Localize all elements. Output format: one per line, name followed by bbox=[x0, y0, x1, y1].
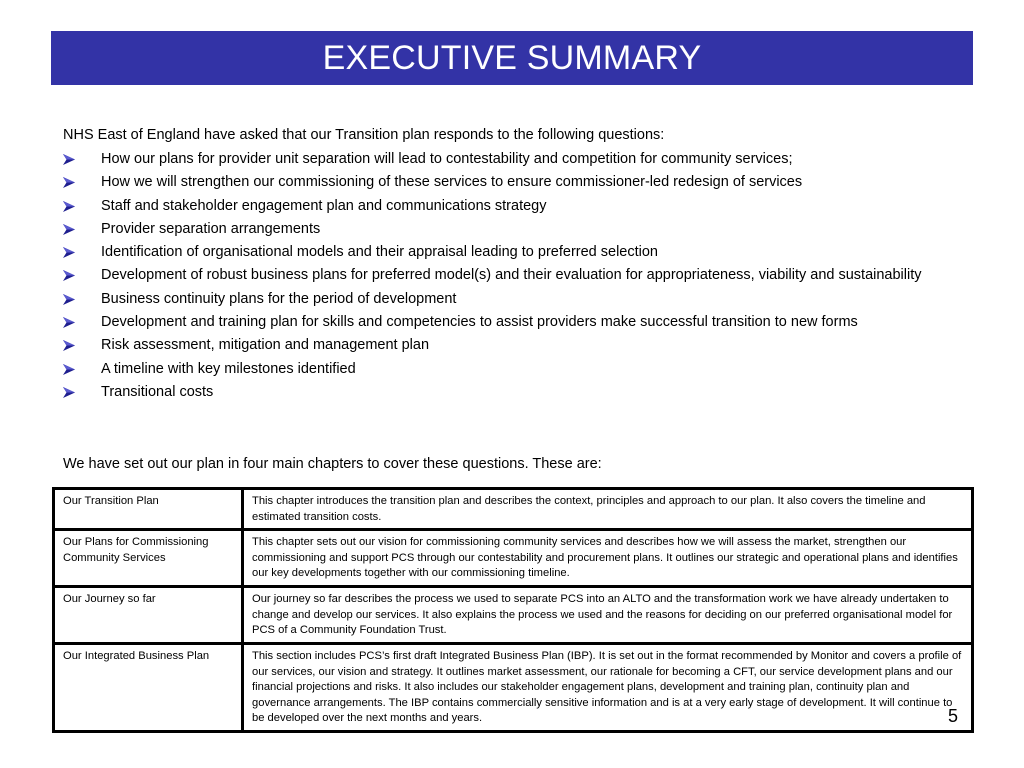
list-item bbox=[63, 358, 969, 381]
list-item-text: Development and training plan for skills and competencies to assist providers make successful transition to new forms bbox=[101, 314, 858, 331]
list-item bbox=[63, 311, 969, 334]
chapter-name: Our Plans for Commissioning Community Services bbox=[54, 530, 243, 587]
list-item-text: Provider separation arrangements bbox=[101, 220, 321, 237]
chapter-description: This section includes PCS’s first draft Integrated Business Plan (IBP). It is set out in the format recommended by Monitor and covers a profile of our services, our vision and strategy. It outlines market assessment, our rationale for becoming a CFT, our service development plans and our financial projections and risks. It also includes our stakeholder engagement plans, development and training plan, continuity plan and governance arrangements. The IBP contains commercially sensitive information and is at a very early stage of development. It will continue to be developed over the next months and years. bbox=[243, 644, 973, 732]
chapter-description: Our journey so far describes the process we used to separate PCS into an ALTO and the transformation work we have already undertaken to change and develop our services. It also explains the process we used and the reasons for deciding on our preferred organisational model for PCS of a Community Foundation Trust. bbox=[243, 587, 973, 644]
arrow-bullet-icon bbox=[63, 264, 101, 287]
arrow-bullet-icon bbox=[63, 334, 101, 357]
chapter-description: This chapter sets out our vision for commissioning community services and describes how we will assess the market, strengthen our commissioning and support PCS through our contestability and procurement plans. It outlines our strategic and operational plans and identifies our key developments together with our commissioning timeline. bbox=[243, 530, 973, 587]
list-item-text: Identification of organisational models and their appraisal leading to preferred selection bbox=[101, 244, 658, 261]
list-item bbox=[63, 148, 969, 171]
title-banner bbox=[51, 31, 973, 85]
slide-title: EXECUTIVE SUMMARY bbox=[322, 38, 702, 77]
table-row bbox=[54, 644, 973, 732]
list-item-text: Staff and stakeholder engagement plan and communications strategy bbox=[101, 197, 547, 214]
list-item-text: Business continuity plans for the period of development bbox=[101, 290, 457, 307]
page-number: 5 bbox=[948, 706, 959, 726]
list-item bbox=[63, 218, 969, 241]
arrow-bullet-icon bbox=[63, 195, 101, 218]
chapters-intro: We have set out our plan in four main chapters to cover these questions. These are: bbox=[63, 456, 602, 472]
chapter-name: Our Integrated Business Plan bbox=[54, 644, 243, 732]
chapter-name: Our Journey so far bbox=[54, 587, 243, 644]
arrow-bullet-icon bbox=[63, 358, 101, 381]
arrow-bullet-icon bbox=[63, 148, 101, 171]
list-item bbox=[63, 241, 969, 264]
arrow-bullet-icon bbox=[63, 171, 101, 194]
list-item-text: How our plans for provider unit separation will lead to contestability and competition for community services; bbox=[101, 151, 793, 167]
list-item bbox=[63, 288, 969, 311]
arrow-bullet-icon bbox=[63, 288, 101, 311]
list-item-text: Risk assessment, mitigation and management plan bbox=[101, 337, 430, 354]
arrow-bullet-icon bbox=[63, 311, 101, 334]
list-item-text: Development of robust business plans for preferred model(s) and their evaluation for appropriateness, viability and sustainability bbox=[101, 267, 922, 284]
list-item bbox=[63, 264, 969, 287]
chapter-description: This chapter introduces the transition plan and describes the context, principles and approach to our plan. It also covers the timeline and estimated transition costs. bbox=[243, 489, 973, 530]
list-item-text: How we will strengthen our commissioning of these services to ensure commissioner-led redesign of services bbox=[101, 174, 803, 191]
table-row bbox=[54, 530, 973, 587]
arrow-bullet-icon bbox=[63, 381, 101, 404]
list-item bbox=[63, 381, 969, 404]
table-row bbox=[54, 587, 973, 644]
chapters-table bbox=[52, 487, 974, 733]
list-item bbox=[63, 195, 969, 218]
arrow-bullet-icon bbox=[63, 241, 101, 264]
list-item-text: Transitional costs bbox=[101, 383, 214, 400]
list-item-text: A timeline with key milestones identified bbox=[101, 360, 356, 377]
intro-text: NHS East of England have asked that our Transition plan responds to the following questions: bbox=[63, 127, 665, 143]
list-item bbox=[63, 171, 969, 194]
arrow-bullet-icon bbox=[63, 218, 101, 241]
chapter-name: Our Transition Plan bbox=[54, 489, 243, 530]
list-item bbox=[63, 334, 969, 357]
table-row bbox=[54, 489, 973, 530]
question-list bbox=[63, 148, 969, 404]
